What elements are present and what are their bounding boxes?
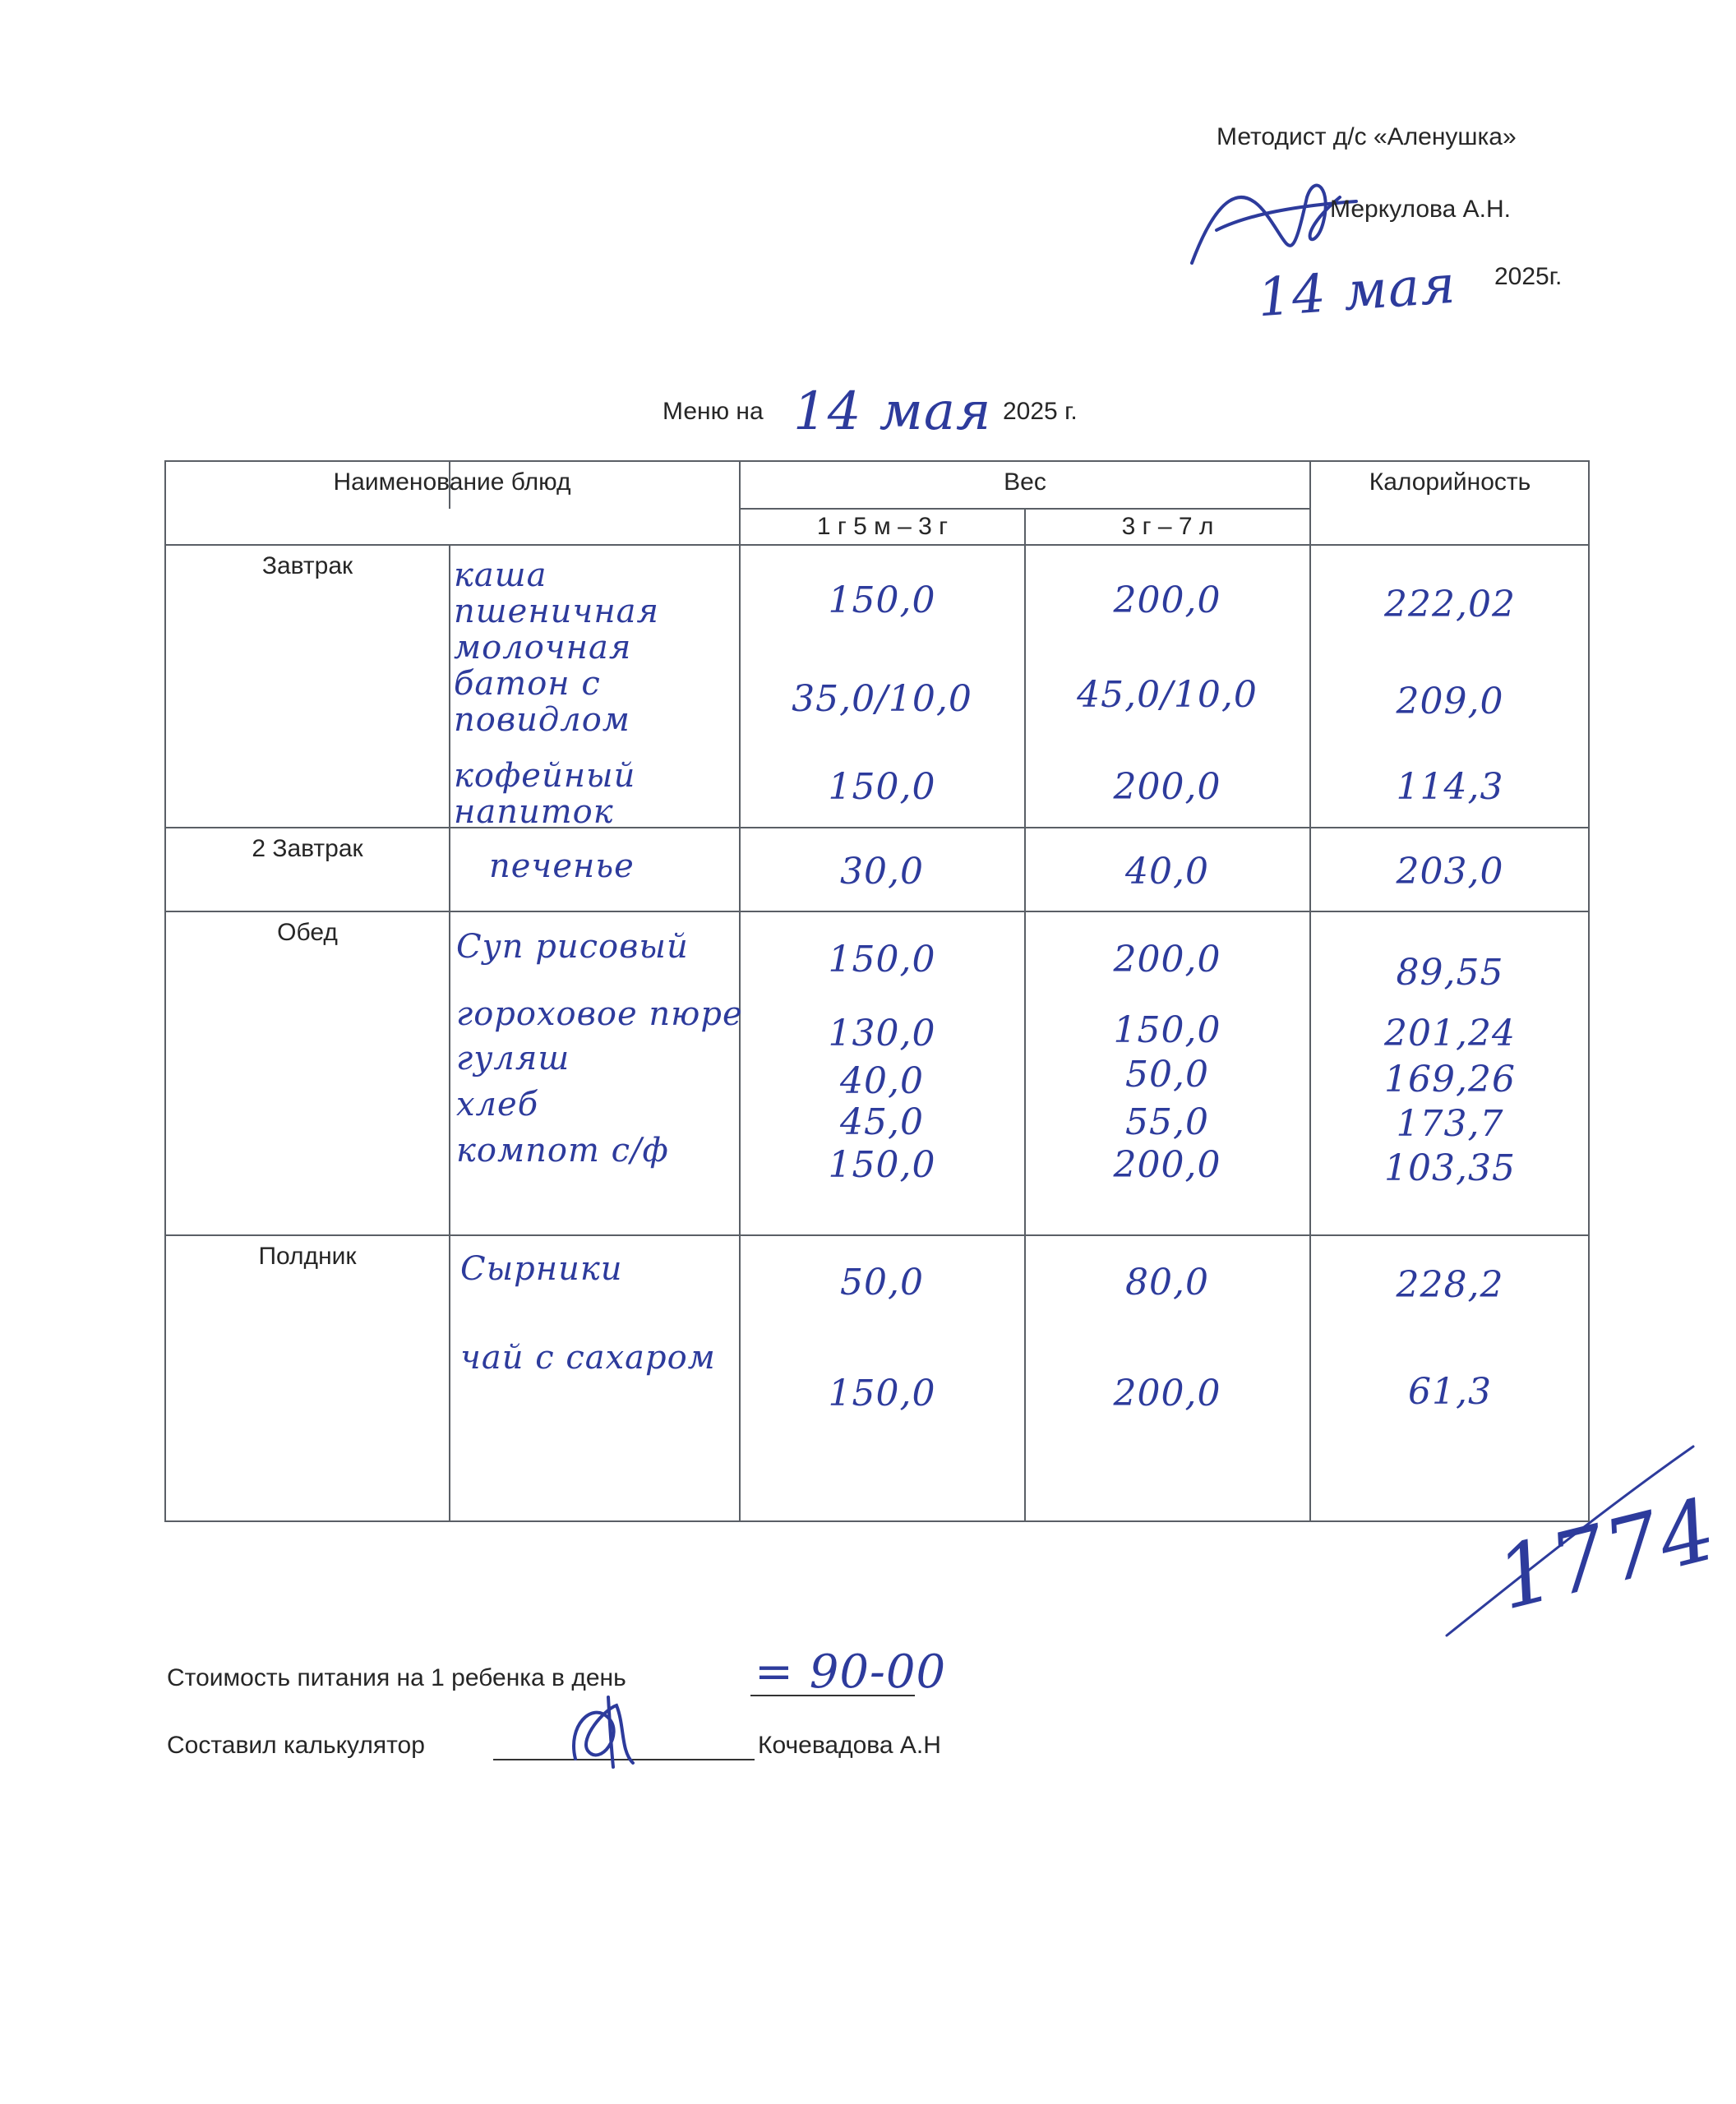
weight-cell: 150,0 [828, 1144, 936, 1186]
weight-cell: 45,0 [840, 1101, 924, 1143]
weight-cell: 45,0/10,0 [1077, 674, 1258, 716]
meal-breakfast: Завтрак [261, 552, 353, 579]
dish-item: компот с/ф [456, 1132, 669, 1170]
weight-cell: 50,0 [840, 1262, 924, 1303]
weight-cell: 200,0 [1113, 579, 1221, 621]
meal-afternoon-snack: Полдник [258, 1243, 357, 1270]
menu-date-handwritten: 14 мая [793, 381, 992, 442]
approver-name: Меркулова А.Н. [1330, 196, 1511, 223]
weight-cell: 55,0 [1125, 1101, 1209, 1143]
calories-cell: 61,3 [1408, 1371, 1492, 1413]
cost-per-child-label: Стоимость питания на 1 ребенка в день [167, 1664, 626, 1691]
header-weight-age-1: 1 г 5 м – 3 г [816, 513, 949, 540]
calories-cell: 173,7 [1396, 1103, 1504, 1145]
weight-cell: 200,0 [1113, 939, 1221, 980]
weight-cell: 35,0/10,0 [792, 678, 972, 720]
weight-cell: 200,0 [1113, 766, 1221, 808]
calories-cell: 114,3 [1396, 766, 1504, 808]
calories-cell: 209,0 [1396, 681, 1504, 722]
calories-cell: 201,24 [1384, 1013, 1516, 1054]
weight-cell: 80,0 [1125, 1262, 1209, 1303]
menu-title-prefix: Меню на [663, 398, 764, 425]
weight-cell: 150,0 [828, 766, 936, 808]
header-calories: Калорийность [1369, 468, 1531, 496]
dish-item: кофейный напиток [454, 757, 636, 831]
weight-cell: 30,0 [840, 851, 924, 893]
header-weight: Вес [1004, 468, 1046, 496]
approval-year: 2025г. [1494, 263, 1563, 290]
compiler-name: Кочевадова А.Н [758, 1732, 941, 1759]
weight-cell: 200,0 [1113, 1144, 1221, 1186]
weight-cell: 150,0 [1113, 1009, 1221, 1051]
dish-item: каша пшеничная молочная [454, 556, 659, 667]
meal-second-breakfast: 2 Завтрак [252, 835, 363, 862]
compiler-label: Составил калькулятор [167, 1732, 425, 1759]
dish-item: гороховое пюре [456, 995, 743, 1033]
approval-date-handwritten: 14 мая [1255, 254, 1458, 330]
dish-item: Сырники [460, 1250, 623, 1288]
calories-cell: 228,2 [1396, 1264, 1504, 1306]
calories-cell: 169,26 [1384, 1059, 1516, 1100]
calories-cell: 203,0 [1396, 851, 1504, 893]
compiler-signature [559, 1693, 658, 1775]
menu-title-suffix: 2025 г. [1003, 398, 1078, 425]
header-weight-age-2: 3 г – 7 л [1121, 513, 1214, 540]
weight-cell: 50,0 [1125, 1054, 1209, 1096]
meal-lunch: Обед [277, 919, 338, 946]
weight-cell: 150,0 [828, 1373, 936, 1414]
weight-cell: 150,0 [828, 579, 936, 621]
dish-item: Суп рисовый [456, 928, 689, 966]
approval-title: Методист д/с «Аленушка» [1217, 123, 1517, 150]
cost-per-child-value: = 90-00 [755, 1645, 947, 1699]
weight-cell: 40,0 [1125, 851, 1209, 893]
menu-table [164, 460, 1590, 1522]
handwritten-total: 1774 [1487, 1479, 1726, 1630]
dish-item: печенье [489, 847, 635, 885]
dish-item: гуляш [456, 1040, 570, 1077]
weight-cell: 200,0 [1113, 1373, 1221, 1414]
weight-cell: 40,0 [840, 1060, 924, 1102]
dish-item: хлеб [456, 1086, 539, 1124]
weight-cell: 150,0 [828, 939, 936, 980]
calories-cell: 103,35 [1384, 1147, 1516, 1189]
dish-item: чай с сахаром [460, 1339, 716, 1377]
dish-item: батон с повидлом [454, 665, 630, 739]
calories-cell: 222,02 [1384, 584, 1516, 625]
calories-cell: 89,55 [1396, 952, 1504, 994]
weight-cell: 130,0 [828, 1013, 936, 1054]
header-dish-name: Наименование блюд [333, 468, 571, 496]
